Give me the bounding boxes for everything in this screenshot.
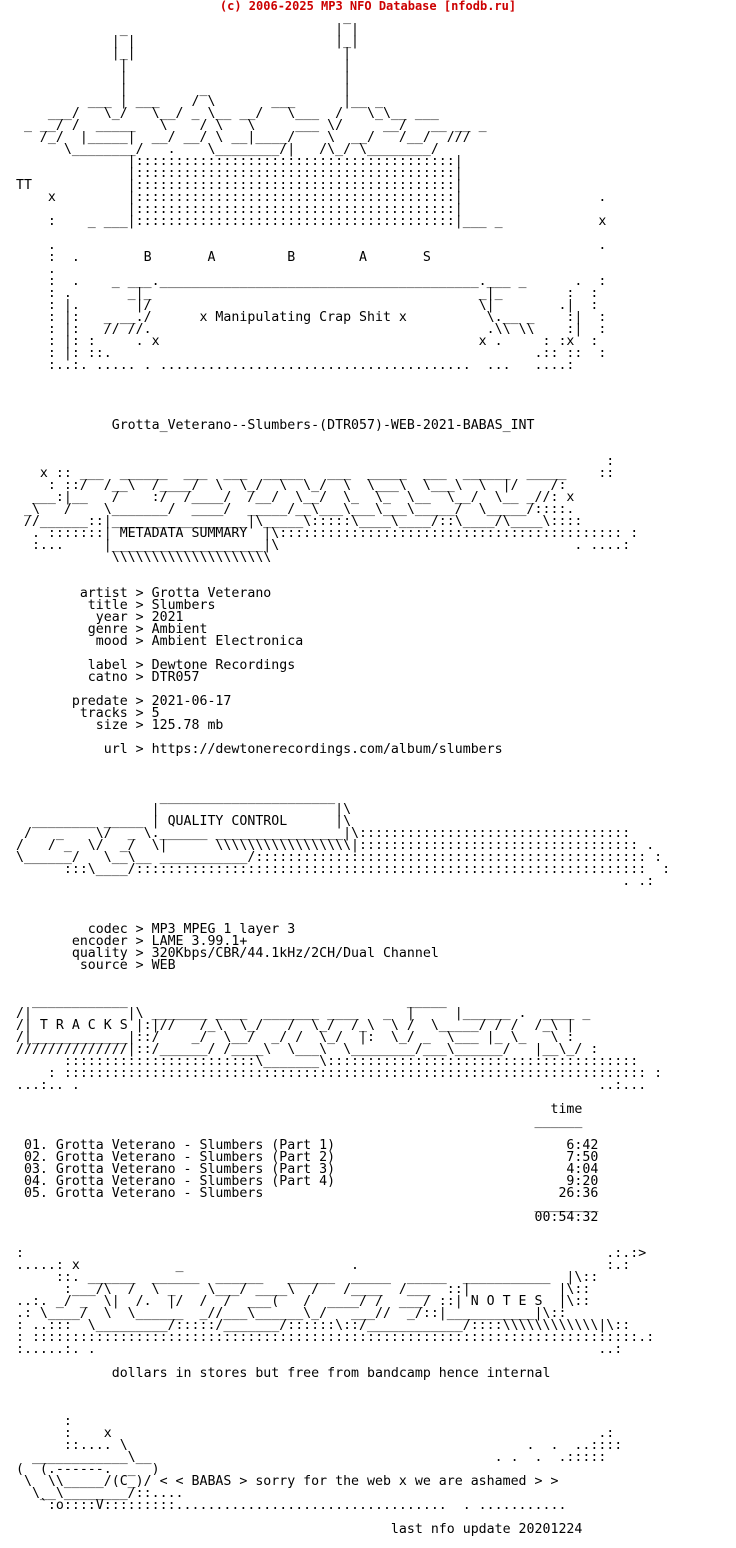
- nfo-line: \ \\_____/(C_)/ < < BABAS > sorry for the web x we are ashamed > >: [16, 1474, 559, 1489]
- nfo-line: \__\________/::....: [16, 1486, 184, 1501]
- nfo-line: ______: [16, 1114, 583, 1129]
- nfo-line: 05. Grotta Veterano - Slumbers 26:36: [16, 1186, 599, 1201]
- nfo-line: [16, 972, 736, 984]
- nfo-line: [16, 1404, 736, 1416]
- nfo-line: : . B A B A S: [16, 250, 431, 265]
- nfo-line: [16, 432, 736, 444]
- nfo-line: ___ | ___ / \ ___ |__ _: [16, 94, 383, 109]
- nfo-line: [16, 1392, 736, 1404]
- nfo-line: |_| |: [16, 46, 352, 61]
- nfo-line: `:o::::V:::::::::.................................. . ...........: [16, 1498, 567, 1513]
- nfo-line: : ::::::::::::::::::::::::::::::::::::::::::::::::::::::::::::::::::::::::::::.:: [16, 1330, 655, 1345]
- nfo-line: : |. |/ \| .| :: [16, 298, 599, 313]
- nfo-line: : |: : . x x . : :x :: [16, 334, 599, 349]
- nfo-line: \\\\\\\\\\\\\\\\\\\\: [16, 550, 272, 565]
- nfo-line: /_/ |_____| __/ __/ \ __|____/ \ __/ /__/ ///: [16, 130, 471, 145]
- nfo-line: x |::::::::::::::::::::::::::::::::::::::::| .: [16, 190, 607, 205]
- nfo-line: :... |___________________|\ . ....:: [16, 538, 631, 553]
- nfo-line: | _ |: [16, 82, 352, 97]
- nfo-line: x :: ___ ______ ___ ___ _____ ___ _____ ___ ______ _____ ::: [16, 466, 615, 481]
- nfo-line: .....: x _ . :.:: [16, 1258, 631, 1273]
- nfo-line: predate > 2021-06-17: [16, 694, 232, 709]
- nfo-line: //////////////|::/______/ /____\ \___\ \________/___\______/ |__\_/ :: [16, 1042, 599, 1057]
- nfo-line: [16, 1224, 736, 1236]
- nfo-line: [16, 756, 736, 768]
- nfo-line: : |: _ __./ x Manipulating Crap Shit x \.__ _ :| :: [16, 310, 607, 325]
- nfo-line: //______::|_________________|\_____\:::::\____\____/::\____/\____\::::: [16, 514, 583, 529]
- nfo-line: 02. Grotta Veterano - Slumbers (Part 2) 7:50: [16, 1150, 599, 1165]
- nfo-line: |::::::::::::::::::::::::::::::::::::::::|: [16, 166, 463, 181]
- nfo-line: :::\____/:::::::::::::::::::::::::::::::::::::::::::::::::::::::::::::::: :: [16, 862, 671, 877]
- nfo-line: source > WEB: [16, 958, 176, 973]
- nfo-line: 04. Grotta Veterano - Slumbers (Part 4) 9:20: [16, 1174, 599, 1189]
- nfo-line: [16, 1380, 736, 1392]
- nfo-line: mood > Ambient Electronica: [16, 634, 304, 649]
- nfo-line: | |: [16, 70, 352, 85]
- nfo-line: :: [16, 1414, 72, 1429]
- nfo-line: ...:.. . ..:...: [16, 1078, 647, 1093]
- nfo-line: _ __/ / _____ \ / \ \ ___ \/ __/ __ __ _: [16, 118, 487, 133]
- nfo-line: : |: ::. .:: :: :: [16, 346, 607, 361]
- nfo-line: /| |\ _______ ____ _______ ____ _ | |______ . ____ _: [16, 1006, 591, 1021]
- nfo-line: _: [16, 12, 352, 25]
- nfo-line: : ..::: \_________/:::::/_______/::::::\::/____________/::::\\\\\\\\\\\\|\::: [16, 1318, 631, 1333]
- nfo-line: \______/ \__\__ ___________/::::::::::::::::::::::::::::::::::::::::::::::::: :: [16, 850, 663, 865]
- nfo-line: : _ ___|::::::::::::::::::::::::::::::::::::::::|___ _ x: [16, 214, 607, 229]
- nfo-line: /|____________|::/ _/ \__/ _/ / \_/ |: \_/ _ \___ |_ \_ \ :: [16, 1030, 575, 1045]
- nfo-line: label > Dewtone Recordings: [16, 658, 296, 673]
- nfo-line: ______________________: [16, 790, 336, 805]
- nfo-line: ________: [16, 1198, 599, 1213]
- nfo-line: ________ _____ | QUALITY CONTROL |\: [16, 814, 352, 829]
- nfo-line: ____________ _____: [16, 994, 447, 1009]
- nfo-line: |::::::::::::::::::::::::::::::::::::::::|: [16, 154, 463, 169]
- nfo-line: [16, 564, 736, 576]
- nfo-line: title > Slumbers: [16, 598, 216, 613]
- nfo-line: [16, 384, 736, 396]
- nfo-line: [16, 900, 736, 912]
- nfo-line: :..:. ..... . ....................................... ... ....:: [16, 358, 575, 373]
- nfo-line: _ | |: [16, 22, 360, 37]
- nfo-document: [16, 12, 736, 1536]
- nfo-line: :.....:. . ..:: [16, 1342, 623, 1357]
- nfo-line: / _ \/ _ \.______ ________________|\::::::::::::::::::::::::::::::::::: [16, 826, 631, 841]
- nfo-line: . .:: [16, 874, 655, 889]
- site-header: (c) 2006-2025 MP3 NFO Database [nfodb.ru]: [219, 0, 517, 13]
- nfo-line: TT |::::::::::::::::::::::::::::::::::::::::|: [16, 178, 463, 193]
- nfo-line: .: \____/ \ \______ _//___\______\_/ ___// _/::|___________|\::: [16, 1306, 567, 1321]
- nfo-line: 01. Grotta Veterano - Slumbers (Part 1) 6:42: [16, 1138, 599, 1153]
- nfo-line: :: [16, 454, 615, 469]
- nfo-line: : .:.:>: [16, 1246, 647, 1261]
- nfo-line: [16, 768, 736, 780]
- nfo-line: year > 2021: [16, 610, 184, 625]
- nfo-line: [16, 396, 736, 408]
- nfo-line: ::. ______ ______ ______ ______ _____ _____ ___________ |\::: [16, 1270, 599, 1285]
- nfo-line: |::::::::::::::::::::::::::::::::::::::::|: [16, 202, 463, 217]
- nfo-line: | | |_|: [16, 34, 360, 49]
- nfo-line: 03. Grotta Veterano - Slumbers (Part 3) 4:04: [16, 1162, 599, 1177]
- nfo-line: /| T R A C K S |:|// /_\ \_/ / \_/ /_\ \ / \_____/ / / /_\ |: [16, 1018, 575, 1033]
- nfo-line: [16, 372, 736, 384]
- nfo-line: : . _ ___.________________________________________.___ _ . :: [16, 274, 607, 289]
- nfo-line: : x .:: [16, 1426, 615, 1441]
- nfo-line: _\ / \_______/ ____/ _____/__\___\___\___\_____/ \_____/::::.: [16, 502, 575, 517]
- nfo-line: ::.... \ . . ..::::: [16, 1438, 623, 1453]
- nfo-line: genre > Ambient: [16, 622, 208, 637]
- nfo-line: size > 125.78 mb: [16, 718, 224, 733]
- nfo-line: . .: [16, 238, 607, 253]
- nfo-line: | |\: [16, 802, 352, 817]
- nfo-line: last nfo update 20201224: [16, 1522, 583, 1536]
- nfo-line: : |: // //. .\\ \\ :| :: [16, 322, 607, 337]
- nfo-line: . :::::::| METADATA SUMMARY |\::::::::::::::::::::::::::::::::::::::::::: :: [16, 526, 639, 541]
- nfo-line: Grotta_Veterano--Slumbers-(DTR057)-WEB-2021-BABAS_INT: [16, 418, 535, 433]
- nfo-line: ( (.------. _ ): [16, 1462, 160, 1477]
- nfo-line: dollars in stores but free from bandcamp hence internal: [16, 1366, 551, 1381]
- nfo-line: tracks > 5: [16, 706, 160, 721]
- nfo-line: | |: [16, 58, 352, 73]
- nfo-line: ___/ \_/ \__/ _ \__ __/ \___ / \_\__ ___: [16, 106, 439, 121]
- nfo-line: [16, 888, 736, 900]
- nfo-line: ::::::::::::::::::::::::\_______\:::::::::::::::::::::::::::::::::::::::: [16, 1054, 639, 1069]
- nfo-line: catno > DTR057: [16, 670, 200, 685]
- nfo-line: \________/ . \________/| /\_/ \________/: [16, 142, 439, 157]
- nfo-line: codec > MP3 MPEG 1 layer 3: [16, 922, 296, 937]
- nfo-line: / / _ \/ _/ \| \\\\\\\\\\\\\\\\\|::::::::::::::::::::::::::::::::::: .: [16, 838, 655, 853]
- nfo-line: time: [16, 1102, 583, 1117]
- nfo-line: : ::::::::::::::::::::::::::::::::::::::::::::::::::::::::::::::::::::::::: :: [16, 1066, 663, 1081]
- nfo-line: quality > 320Kbps/CBR/44.1kHz/2CH/Dual Channel: [16, 946, 439, 961]
- nfo-line: ___:|__ / :/ /____/ /__/ \__/ \_ \_ \__ \__/ \__ _//: x: [16, 490, 575, 505]
- nfo-line: .: [16, 262, 56, 277]
- nfo-line: ____________\__ . . . .:::::: [16, 1450, 607, 1465]
- nfo-line: ..:. _/ _ \| /. |/ / / ___( / ____/ / ___/ ::| N O T E S |\::: [16, 1294, 591, 1309]
- nfo-line: :___/\ / \ _ \___/ ____\ / /____ /___ ::| |\::: [16, 1282, 591, 1297]
- nfo-line: encoder > LAME 3.99.1+: [16, 934, 248, 949]
- nfo-line: : . _|_ _|_ : :: [16, 286, 599, 301]
- nfo-line: artist > Grotta Veterano: [16, 586, 272, 601]
- nfo-line: : ::/ /__\ /____/ \ \_/ \ \_/ \ \___\ \___\ \ |/ /:: [16, 478, 567, 493]
- nfo-line: 00:54:32: [16, 1210, 599, 1225]
- nfo-line: url > https://dewtonerecordings.com/album/slumbers: [16, 742, 503, 757]
